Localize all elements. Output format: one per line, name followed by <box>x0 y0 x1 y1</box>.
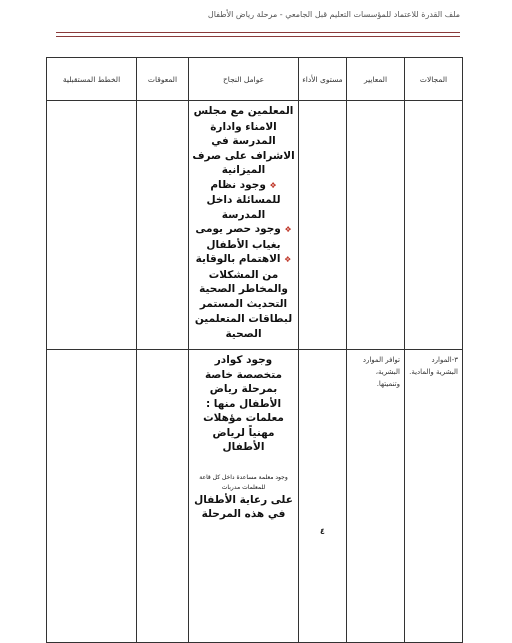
table-row <box>47 101 463 350</box>
col-header-evidence: المعوقات <box>137 58 189 101</box>
cell-criteria: توافر الموارد البشرية، وتنميتها. <box>347 350 405 643</box>
evaluation-table <box>46 57 463 643</box>
bullet-icon: ❖ <box>269 180 277 190</box>
cell-level: ٤ <box>299 350 347 643</box>
cell-level <box>299 101 347 350</box>
factor-item: التحديث المستمر لبطاقات المتعلمين الصحية <box>194 297 293 340</box>
cell-factors <box>189 101 299 350</box>
col-header-factors: عوامل النجاح <box>189 58 299 101</box>
cell-plans <box>47 101 137 350</box>
header-rule <box>56 32 460 33</box>
factor-item: ❖ وجود حصر يومى بغياب الأطفال <box>195 223 292 251</box>
factor-item: المعلمين مع مجلس الامناء وادارة المدرسة في الاشراف على صرف الميزانية <box>192 105 295 176</box>
cell-evidence <box>137 101 189 350</box>
col-header-plans: الخطط المستقبلية <box>47 58 137 101</box>
factor-item-small: للمعلمات مدربات <box>221 483 266 491</box>
cell-plans <box>47 350 137 643</box>
cell-factors <box>189 350 299 643</box>
factor-item: وجود كوادر متخصصة خاصة بمرحلة رياض الأطفال منها : معلمات مؤهلات مهنياً لرياض الأطفال <box>203 354 284 453</box>
document-header: ملف القدرة للاعتماد للمؤسسات التعليم قبل الجامعي - مرحلة رياض الأطفال <box>207 10 460 19</box>
factor-item: ❖ وجود نظام للمسائلة داخل المدرسة <box>206 178 281 221</box>
cell-domain <box>405 101 463 350</box>
table-row <box>47 350 463 643</box>
cell-domain: ٣-الموارد البشرية والمادية. <box>405 350 463 643</box>
table-header-row <box>47 58 463 101</box>
factor-item: ❖ الاهتمام بالوقاية من المشكلات والمخاطر الصحية <box>195 253 292 295</box>
col-header-criteria: المعايير <box>347 58 405 101</box>
factor-item: على رعاية الأطفال في هذه المرحلة <box>194 493 293 520</box>
col-header-domains: المجالات <box>405 58 463 101</box>
bullet-icon: ❖ <box>284 255 292 264</box>
header-rule-thin <box>56 36 460 37</box>
col-header-level: مستوى الأداء <box>299 58 347 101</box>
cell-criteria <box>347 101 405 350</box>
factor-item-small: وجود معلمة مساعدة داخل كل قاعة <box>199 473 288 481</box>
bullet-icon: ❖ <box>284 225 292 234</box>
cell-evidence <box>137 350 189 643</box>
